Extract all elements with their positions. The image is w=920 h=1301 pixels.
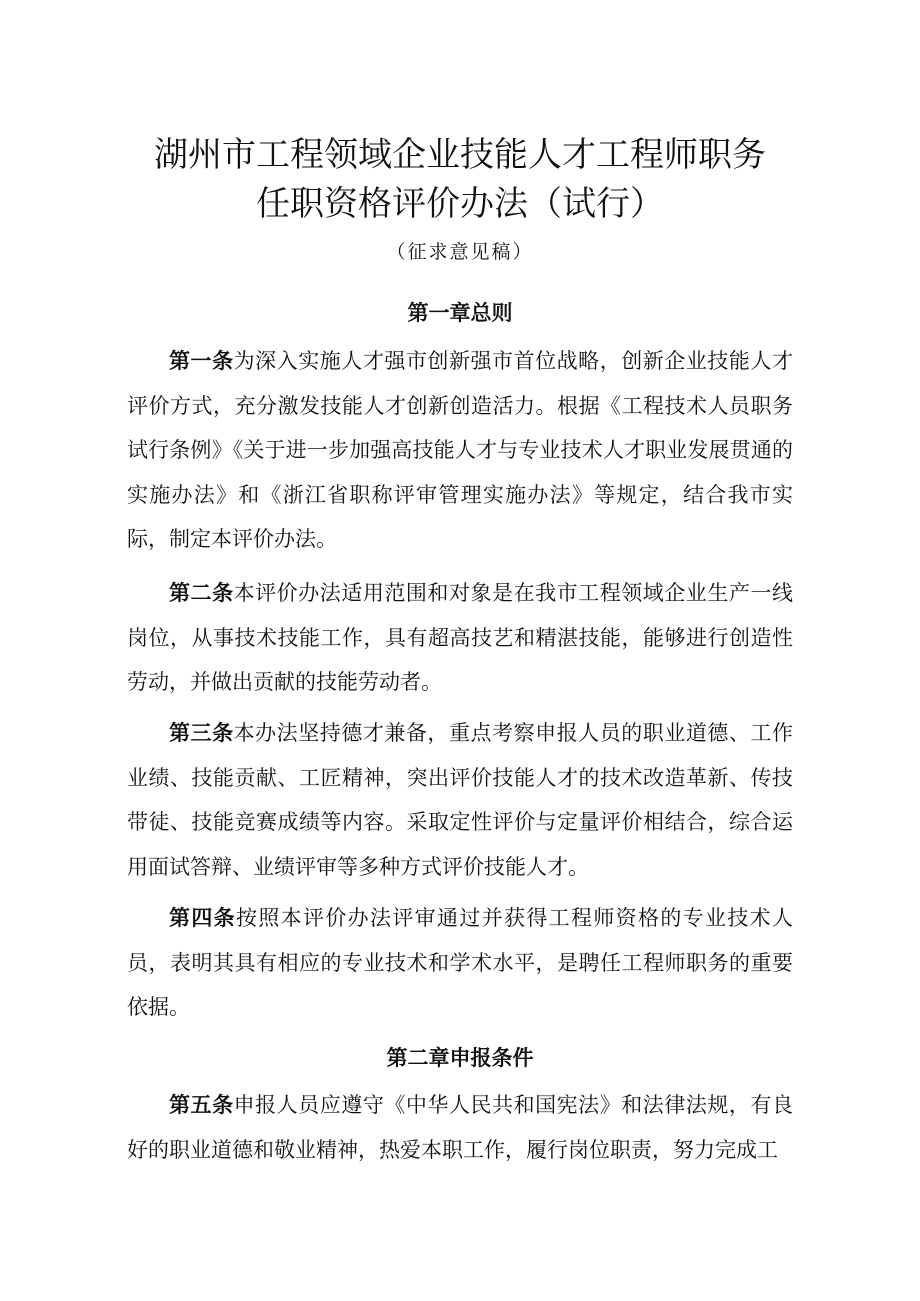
article-4 [127,896,793,1030]
article-number: 第五条 [169,1093,234,1117]
article-text: 按照本评价办法评审通过并获得工程师资格的专业技术人员，表明其具有相应的专业技术和学术水平，是聘任工程师职务的重要依据。 [127,906,793,1019]
article-text: 为深入实施人才强市创新强市首位战略，创新企业技能人才评价方式，充分激发技能人才创新创造活力。根据《工程技术人员职务试行条例》《关于进一步加强高技能人才与专业技术人才职业发展贯通的实施办法》和《浙江省职称评审管理实施办法》等规定，结合我市实际，制定本评价办法。 [127,349,793,551]
article-text: 申报人员应遵守《中华人民共和国宪法》和法律法规，有良好的职业道德和敬业精神，热爱本职工作，履行岗位职责，努力完成工 [127,1093,793,1162]
document-subtitle: （征求意见稿） [386,241,534,263]
article-2 [127,571,793,705]
article-3 [127,711,793,889]
article-number: 第三条 [169,721,234,745]
article-5 [127,1083,793,1172]
article-number: 第二条 [169,581,234,605]
article-number: 第四条 [169,906,236,930]
document-title-line2: 任职资格评价办法（试行） [256,184,664,224]
article-text: 本办法坚持德才兼备，重点考察申报人员的职业道德、工作业绩、技能贡献、工匠精神，突出评价技能人才的技术改造革新、传技带徒、技能竞赛成绩等内容。采取定性评价与定量评价相结合，综合运用面试答辩、业绩评审等多种方式评价技能人才。 [127,721,793,879]
article-1 [127,339,793,562]
document-title-line1: 湖州市工程领域企业技能人才工程师职务 [154,135,766,175]
article-text: 本评价办法适用范围和对象是在我市工程领域企业生产一线岗位，从事技术技能工作，具有超高技艺和精湛技能，能够进行创造性劳动，并做出贡献的技能劳动者。 [127,581,793,694]
article-number: 第一条 [169,349,234,373]
chapter-heading-1: 第一章总则 [407,301,513,325]
chapter-heading-2: 第二章申报条件 [386,1046,534,1070]
